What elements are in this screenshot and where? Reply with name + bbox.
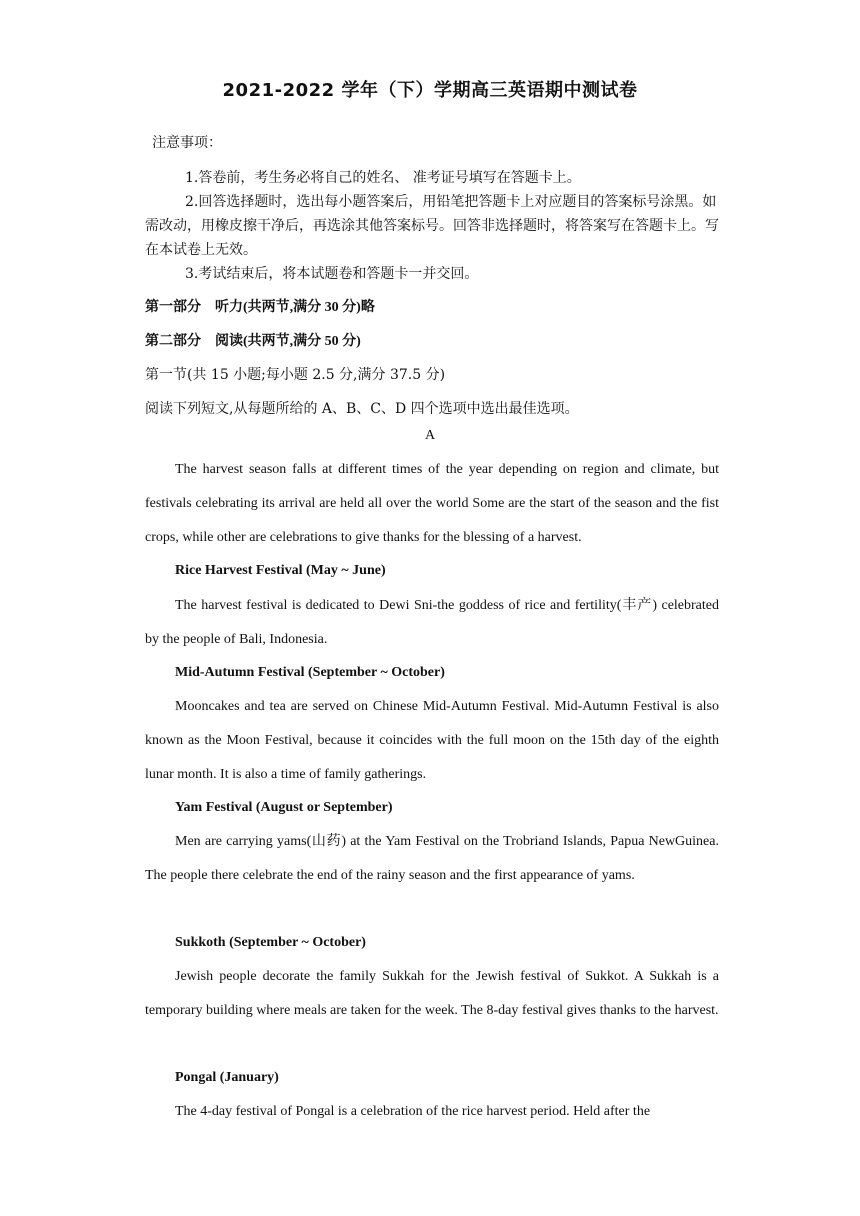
paragraph: Men are carrying yams(山药) at the Yam Festival on the Trobriand Islands, Papua NewGuinea. The people there celebrate the end of the rainy season and the first appearance of yams. (145, 834, 719, 883)
notice-item: 1.答卷前，考生务必将自己的姓名、 准考证号填写在答题卡上。 (185, 170, 581, 186)
part2-heading: 第二部分 阅读(共两节,满分 50 分) (145, 334, 361, 349)
notice-list (145, 166, 720, 286)
passage-letter: A (424, 428, 436, 443)
festival-heading: Mid-Autumn Festival (September ~ October) (175, 665, 445, 680)
festival-text (145, 589, 719, 657)
page-title: 2021-2022 学年（下）学期高三英语期中测试卷 (222, 80, 638, 101)
paragraph: The 4-day festival of Pongal is a celebration of the rice harvest period. Held after the (175, 1104, 651, 1119)
paragraph: The harvest season falls at different times of the year depending on region and climate, but festivals celebrating its arrival are held all over the world Some are the start of the season and the fist crops, while other are celebrations to give thanks for the blessing of a harvest. (145, 462, 719, 545)
notice-label: 注意事项： (152, 135, 222, 151)
festival-heading: Yam Festival (August or September) (175, 800, 393, 815)
notice-item: 2.回答选择题时，选出每小题答案后，用铅笔把答题卡上对应题目的答案标号涂黑。如需改动，用橡皮擦干净后，再选涂其他答案标号。回答非选择题时，将答案写在答题卡上。写在本试卷上无效。 (145, 194, 719, 258)
part1-heading: 第一部分 听力(共两节,满分 30 分)略 (145, 300, 375, 315)
reading-instruction: 阅读下列短文,从每题所给的 A、B、C、D 四个选项中选出最佳选项。 (145, 401, 579, 417)
festival-heading: Rice Harvest Festival (May ~ June) (175, 563, 386, 578)
festival-text (145, 690, 719, 792)
festival-heading: Sukkoth (September ~ October) (175, 935, 366, 950)
festival-text (145, 825, 719, 893)
paragraph: Jewish people decorate the family Sukkah for the Jewish festival of Sukkot. A Sukkah is a temporary building where meals are taken for the week. The 8-day festival gives thanks to the harvest. (145, 969, 719, 1018)
paragraph: The harvest festival is dedicated to Dewi Sni-the goddess of rice and fertility(丰产) celebrated by the people of Bali, Indonesia. (145, 598, 719, 647)
festival-text (145, 1095, 719, 1129)
festival-text (145, 960, 719, 1028)
section1-heading: 第一节(共 15 小题;每小题 2.5 分,满分 37.5 分) (145, 367, 446, 383)
festival-heading: Pongal (January) (175, 1070, 279, 1085)
notice-item: 3.考试结束后，将本试题卷和答题卡一并交回。 (185, 266, 479, 282)
passage-intro (145, 453, 719, 555)
paragraph: Mooncakes and tea are served on Chinese Mid-Autumn Festival. Mid-Autumn Festival is also known as the Moon Festival, because it coincides with the full moon on the 15th day of the eighth lunar month. It is also a time of family gatherings. (145, 699, 719, 782)
